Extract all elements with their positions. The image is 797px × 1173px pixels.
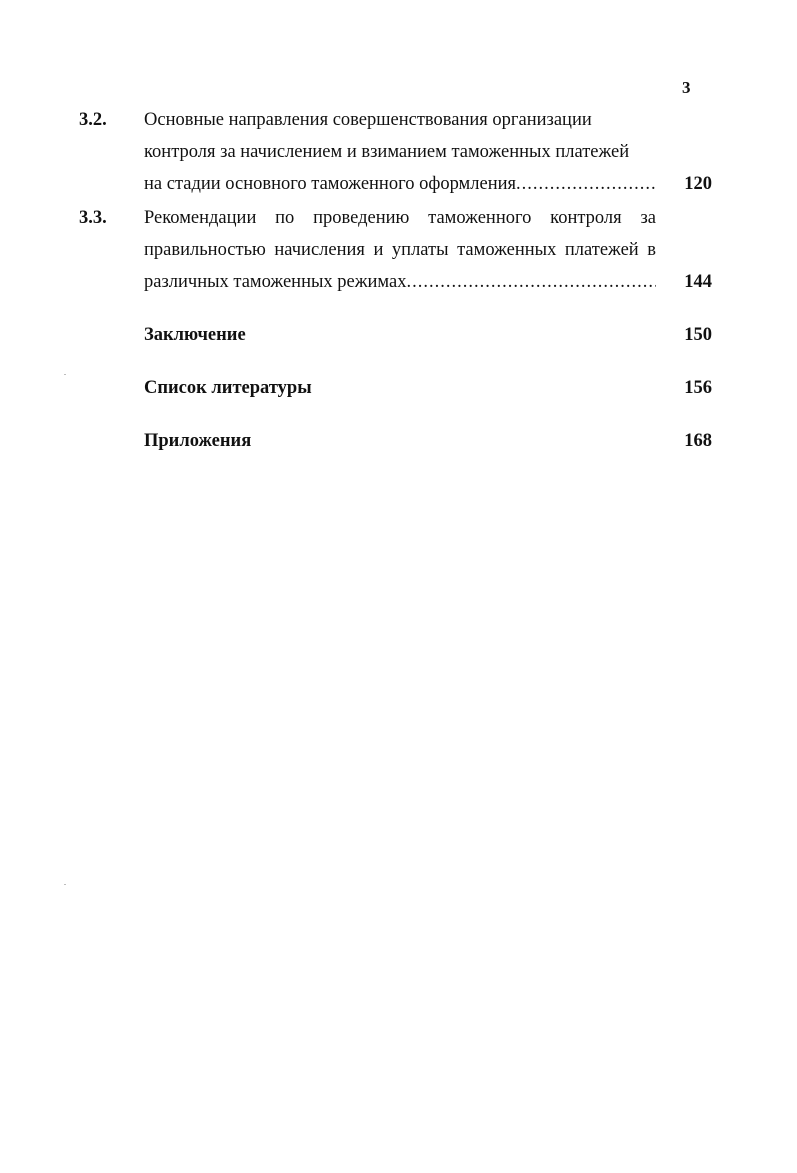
page-number: 3 [682, 78, 691, 97]
toc-entry-appendices [0, 425, 797, 478]
entry-title: Приложения [144, 431, 252, 451]
section-title-line-leader [144, 168, 656, 200]
toc-entry-conclusion [0, 319, 797, 372]
section-page-number: 144 [684, 272, 712, 292]
section-number: 3.3. [79, 208, 107, 228]
entry-title: Список литературы [144, 378, 312, 398]
entry-page-number: 150 [684, 325, 712, 345]
section-title-line: на стадии основного таможенного оформления [144, 174, 517, 194]
section-title-line: Рекомендации по проведению таможенного контроля за [144, 208, 656, 228]
dot-leader [406, 266, 656, 298]
scan-artifact [64, 374, 66, 375]
dot-leader [516, 168, 656, 200]
scan-artifact [64, 884, 66, 885]
section-title [144, 104, 656, 200]
table-of-contents [0, 104, 797, 478]
toc-entry-references [0, 372, 797, 425]
section-title-line-leader [144, 266, 656, 298]
entry-title: Заключение [144, 325, 246, 345]
section-title-line: контроля за начислением и взиманием таможенных платежей [144, 142, 630, 162]
entry-page-number: 156 [684, 378, 712, 398]
entry-page-number: 168 [684, 431, 712, 451]
section-title-line: различных таможенных режимах [144, 272, 407, 292]
toc-entry-3-2 [0, 104, 797, 202]
section-number: 3.2. [79, 110, 107, 130]
spacer [0, 298, 797, 319]
section-page-number: 120 [684, 174, 712, 194]
toc-entry-3-3 [0, 202, 797, 298]
section-title-line: Основные направления совершенствования организации [144, 110, 592, 130]
section-title [144, 202, 656, 298]
section-title-line: правильностью начисления и уплаты таможенных платежей в [144, 240, 656, 260]
